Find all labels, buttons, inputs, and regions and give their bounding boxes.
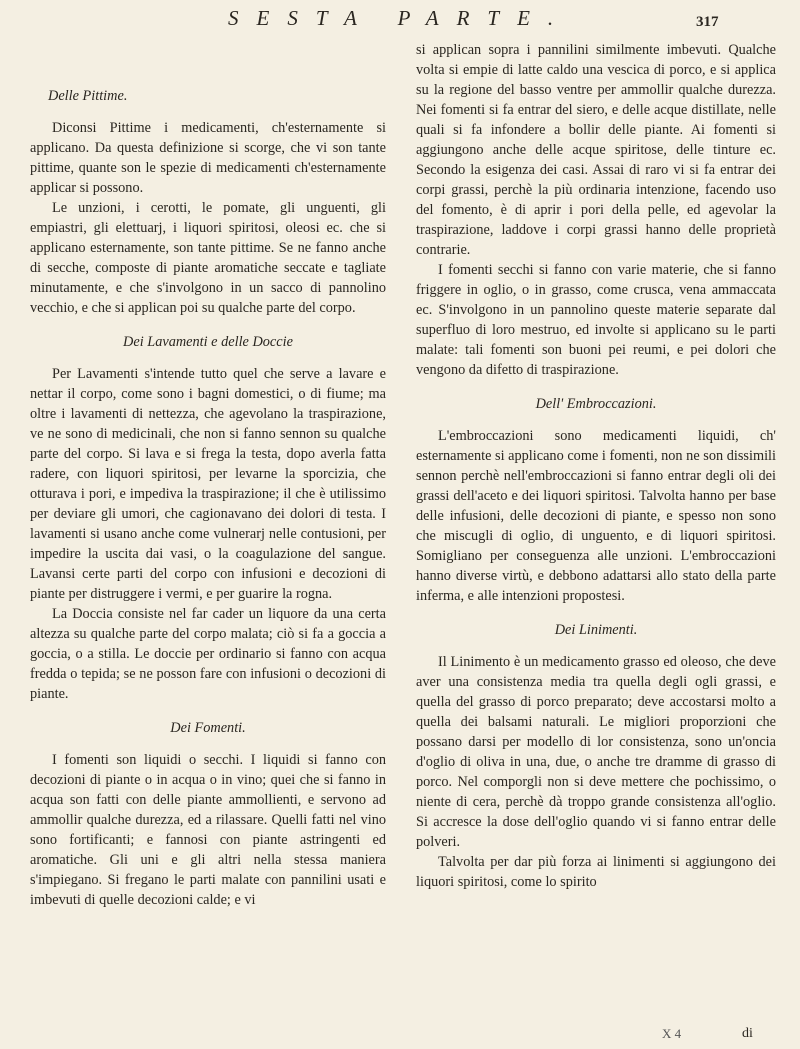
right-column <box>416 40 776 892</box>
paragraph: Il Linimento è un medicamento grasso ed oleoso, che deve aver una consistenza media tra quella degli ogli grassi, e quella del grasso di porco preparato; deve accostarsi molto a quella dei balsami naturali. Le migliori proporzioni che possano darsi per modello di lor consistenza, sono un'oncia d'oglio di oliva in una, due, o anche tre dramme di grasso di porco. Nel comporgli non si deve mettere che pochissimo, o niente di cera, perchè dà troppo grande consistenza all'oglio. Si accresce la dose dell'oglio quando vi si fanno entrar delle polveri. <box>416 654 776 850</box>
page-number: 317 <box>696 14 719 30</box>
catchword: di <box>742 1026 753 1041</box>
running-head: SESTA PARTE. <box>228 6 572 30</box>
left-column <box>30 86 386 910</box>
heading-pittime: Delle Pittime. <box>48 88 128 104</box>
signature-mark: X 4 <box>662 1026 682 1041</box>
heading-embroccazioni: Dell' Embroccazioni. <box>535 396 657 412</box>
paragraph: si applican sopra i pannilini similmente imbevuti. Qualche volta si empie di latte caldo una vescica di porco, e si applica su la regione del basso ventre per ammollir qualche durezza. Nei fomenti si fa entrar del siero, e delle acque distillate, nelle quali si fa infondere a bollir delle piante. Ai fomenti si aggiungono anche delle acque spiritose, delle tinture ec. Secondo la esigenza dei casi. Assai di raro vi si fa entrar dei corpi grassi, perchè la più ordinaria intenzione, facendo uso del fomento, è di aprir i pori della pelle, ed agevolar la traspirazione, laddove i corpi grassi hanno delle proprietà contrarie. <box>416 42 776 258</box>
paragraph: I fomenti son liquidi o secchi. I liquidi si fanno con decozioni di piante o in acqua o in vino; quei che si fanno in acqua son fatti con delle piante ammollienti, e servono ad ammollir qualche durezza, ed a rilassare. Quelli fatti nel vino sono fortificanti; e fannosi con piante astringenti ed aromatiche. Gli uni e gli altri nella stessa maniera s'impiegano. Si fregano le parti malate con pannilini usati e imbevuti di quelle decozioni calde; e vi <box>30 752 386 908</box>
heading-lavamenti: Dei Lavamenti e delle Doccie <box>123 334 293 350</box>
heading-fomenti: Dei Fomenti. <box>170 720 246 736</box>
paragraph: I fomenti secchi si fanno con varie materie, che si fanno friggere in oglio, o in grasso, come crusca, vena ammaccata ec. S'involgono in un pannolino queste materie separate dal superfluo di loro mestruo, ed involte si applicano su le parti malate: tali fomenti son buoni pei reumi, e pei dolori che vengono da difetto di traspirazione. <box>416 262 776 378</box>
paragraph: Per Lavamenti s'intende tutto quel che serve a lavare e nettar il corpo, come sono i bagni domestici, o di fiume; ma oltre i lavamenti di nettezza, che agevolano la traspirazione, ve ne sono di medicinali, che non si fanno sennon su qualche parte del corpo. Si lava e si frega la testa, dopo averla fatta radere, con liquori spiritosi, per levarne la sporcizia, che otturava i pori, e impediva la traspirazione; il che è utilissimo per deviare gli umori, che cagionavano dei dolori di testa. I lavamenti si usano anche come vulnerarj nelle contusioni, per impedire la uscita dai vasi, o la coagulazione del sangue. Lavansi certe parti del corpo con infusioni e decozioni di piante per distruggere i vermi, e per guarire la rogna. <box>30 366 386 602</box>
paragraph: Le unzioni, i cerotti, le pomate, gli unguenti, gli empiastri, gli elettuarj, i liquori spiritosi, oleosi ec. che si applicano esternamente, son tante pittime. Se ne fanno anche di secche, composte di piante aromatiche seccate e tagliate minutamente, e che s'involgono in un sacco di pannolino vecchio, e che si applican poi su qualche parte del corpo. <box>30 200 386 316</box>
paragraph: La Doccia consiste nel far cader un liquore da una certa altezza su qualche parte del corpo malata; ciò si fa a goccia a goccia, o a stilla. Le doccie per ordinario si fanno con acqua fredda o tepida; se ne posson fare con infusioni o decozioni di piante. <box>30 606 386 702</box>
paragraph: Diconsi Pittime i medicamenti, ch'esternamente si applicano. Da questa definizione si scorge, che vi son tante pittime, quante son le spezie di medicamenti ch'esternamente applicar si possono. <box>30 120 386 196</box>
paragraph: Talvolta per dar più forza ai linimenti si aggiungono dei liquori spiritosi, come lo spirito <box>416 854 776 890</box>
paragraph: L'embroccazioni sono medicamenti liquidi, ch' esternamente si applicano come i fomenti, non ne son dissimili sennon perchè nell'embroccazioni si fanno entrar degli oli dei grassi dell'aceto e dei liquori spiritosi. Talvolta hanno per base delle infusioni, delle decozioni di piante, e spesso non sono che miscugli di oglio, di unguento, e di liquori spiritosi. Somigliano per conseguenza alle unzioni. L'embroccazioni hanno diverse virtù, e debbono adattarsi allo stato della parte inferma, e alle intenzioni propostesi. <box>416 428 776 604</box>
heading-linimenti: Dei Linimenti. <box>554 622 638 638</box>
